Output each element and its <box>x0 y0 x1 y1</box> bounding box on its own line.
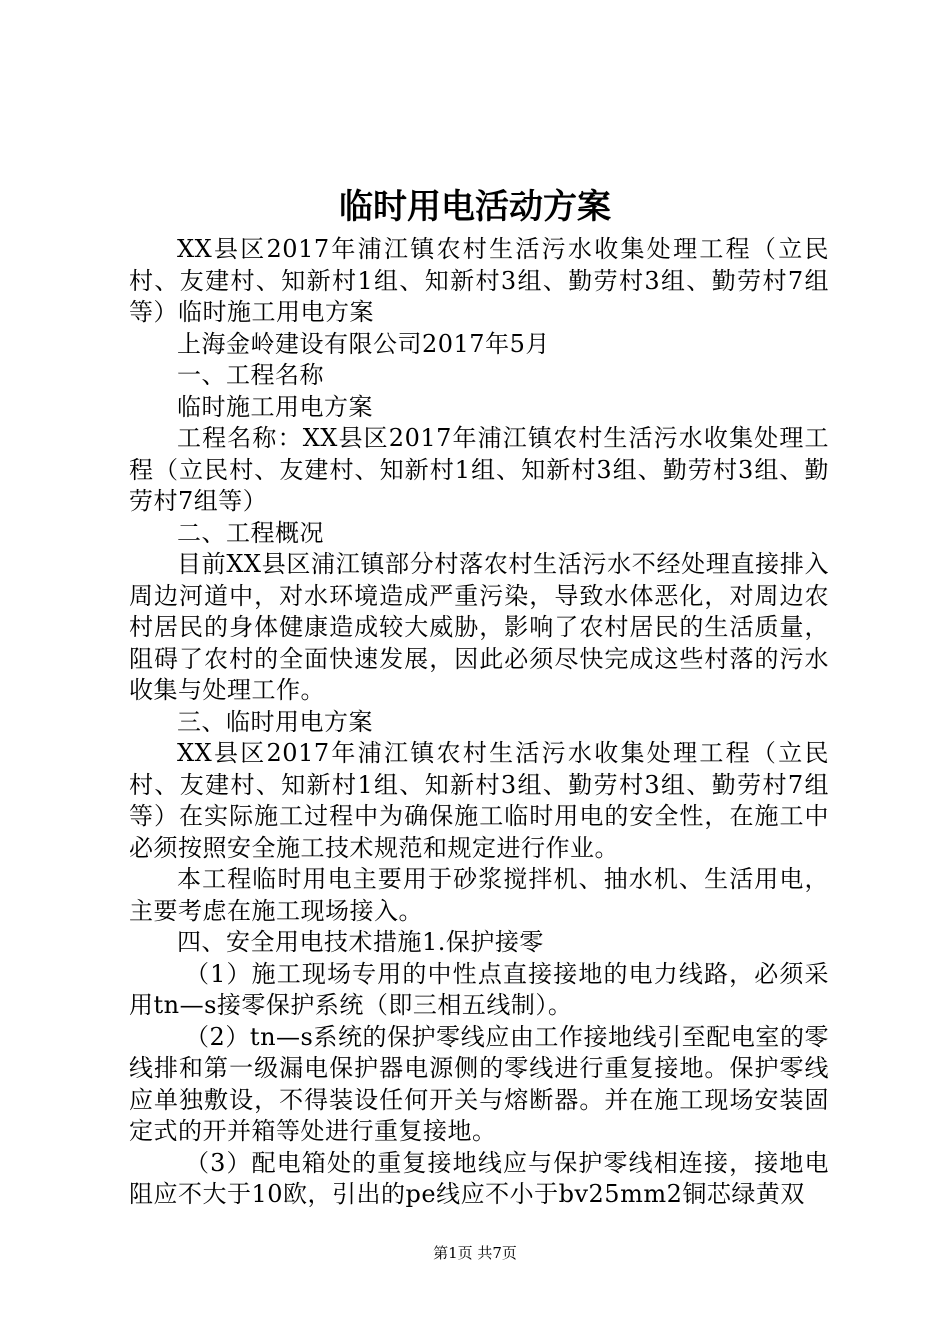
paragraph-overview: 目前XX县区浦江镇部分村落农村生活污水不经处理直接排入周边河道中，对水环境造成严重污染，导致水体恶化，对周边农村居民的身体健康造成较大威胁，影响了农村居民的生活质量，阻碍了农村的全面快速发展，因此必须尽快完成这些村落的污水收集与处理工作。 <box>129 550 829 704</box>
page-footer: 第1页 共7页 <box>433 1244 517 1262</box>
paragraph-plan: XX县区2017年浦江镇农村生活污水收集处理工程（立民村、友建村、知新村1组、知新村3组、勤劳村3组、勤劳村7组等）在实际施工过程中为确保施工临时用电的安全性，在施工中必须按照安全施工技术规范和规定进行作业。 <box>129 739 829 862</box>
paragraph-usage: 本工程临时用电主要用于砂浆搅拌机、抽水机、生活用电，主要考虑在施工现场接入。 <box>129 865 829 925</box>
section-heading-1: 一、工程名称 <box>177 361 324 389</box>
section-heading-4: 四、安全用电技术措施1.保护接零 <box>177 928 544 956</box>
paragraph-company-date: 上海金岭建设有限公司2017年5月 <box>177 329 550 358</box>
document-title: 临时用电活动方案 <box>339 187 611 227</box>
paragraph-project-name: 工程名称：XX县区2017年浦江镇农村生活污水收集处理工程（立民村、友建村、知新村1组、知新村3组、勤劳村3组、勤劳村7组等） <box>129 424 829 515</box>
paragraph-item-1: （1）施工现场专用的中性点直接接地的电力线路，必须采用tn—s接零保护系统（即三相五线制）。 <box>129 959 829 1019</box>
section-heading-2: 二、工程概况 <box>177 518 324 547</box>
paragraph-item-3: （3）配电箱处的重复接地线应与保护零线相连接，接地电阻应不大于10欧，引出的pe线应不小于bv25mm2铜芯绿黄双 <box>129 1148 829 1208</box>
paragraph-plan-name: 临时施工用电方案 <box>177 392 373 421</box>
paragraph-project-heading: XX县区2017年浦江镇农村生活污水收集处理工程（立民村、友建村、知新村1组、知新村3组、勤劳村3组、勤劳村7组等）临时施工用电方案 <box>129 235 829 326</box>
paragraph-item-2: （2）tn—s系统的保护零线应由工作接地线引至配电室的零线排和第一级漏电保护器电源侧的零线进行重复接地。保护零线应单独敷设，不得装设任何开关与熔断器。并在施工现场安装固定式的开并箱等处进行重复接地。 <box>129 1022 829 1145</box>
document-body <box>129 234 829 1211</box>
section-heading-3: 三、临时用电方案 <box>177 707 373 736</box>
